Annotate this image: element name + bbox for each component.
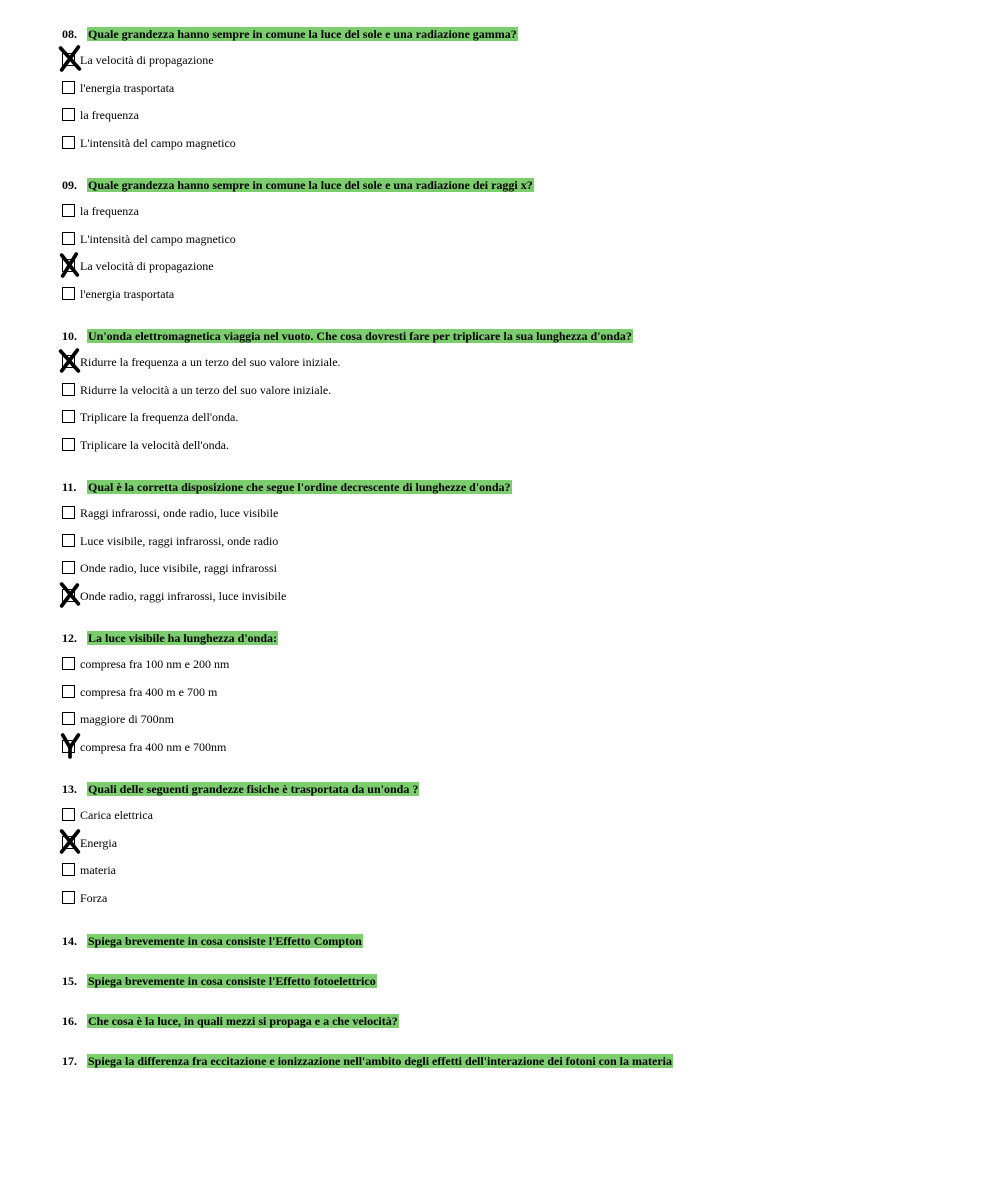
checkbox[interactable] — [62, 506, 75, 519]
option-label: materia — [80, 863, 116, 878]
checkbox[interactable] — [62, 891, 75, 904]
checkbox[interactable] — [62, 534, 75, 547]
check-mark-icon — [58, 733, 82, 759]
option-label: l'energia trasportata — [80, 80, 175, 95]
question-number: 08. — [62, 27, 77, 41]
question-number: 12. — [62, 631, 77, 645]
question-heading — [62, 26, 518, 42]
option-label: L'intensità del campo magnetico — [80, 136, 236, 151]
question-heading — [62, 1013, 399, 1029]
option-label: Onde radio, raggi infrarossi, luce invisibile — [80, 589, 287, 604]
option-label: la frequenza — [80, 204, 139, 218]
option-label: La velocità di propagazione — [80, 259, 214, 274]
checkbox[interactable] — [62, 863, 75, 876]
option-label: La velocità di propagazione — [80, 53, 214, 67]
option-label: Luce visibile, raggi infrarossi, onde radio — [80, 533, 279, 548]
question-text: Quale grandezza hanno sempre in comune la luce del sole e una radiazione dei raggi x? — [88, 178, 533, 192]
option-label: Raggi infrarossi, onde radio, luce visibile — [80, 506, 279, 520]
check-mark-icon — [58, 829, 82, 855]
option-label: compresa fra 400 nm e 700nm — [80, 740, 227, 755]
option-label: Ridurre la frequenza a un terzo del suo valore iniziale. — [80, 355, 341, 369]
check-mark-icon — [58, 252, 82, 278]
question-text: Un'onda elettromagnetica viaggia nel vuoto. Che cosa dovresti fare per triplicare la sua lunghezza d'onda? — [88, 329, 632, 343]
option-label: compresa fra 100 nm e 200 nm — [80, 657, 230, 671]
checkbox[interactable] — [62, 136, 75, 149]
question-number: 14. — [62, 934, 77, 948]
option-label: L'intensità del campo magnetico — [80, 231, 236, 246]
question-text: Spiega brevemente in cosa consiste l'Effetto fotoelettrico — [88, 974, 376, 988]
checkbox[interactable] — [62, 712, 75, 725]
checkbox[interactable] — [62, 808, 75, 821]
question-text: Che cosa è la luce, in quali mezzi si propaga e a che velocità? — [88, 1014, 398, 1028]
question-number: 11. — [62, 480, 77, 494]
checkbox[interactable] — [62, 657, 75, 670]
checkbox[interactable] — [62, 383, 75, 396]
option-label: compresa fra 400 m e 700 m — [80, 684, 218, 699]
option-label: Ridurre la velocità a un terzo del suo valore iniziale. — [80, 382, 332, 397]
checkbox[interactable] — [62, 108, 75, 121]
question-text: Quale grandezza hanno sempre in comune la luce del sole e una radiazione gamma? — [88, 27, 517, 41]
question-heading — [62, 973, 377, 989]
question-text: Qual è la corretta disposizione che segue l'ordine decrescente di lunghezze d'onda? — [88, 480, 511, 494]
option-label: la frequenza — [80, 108, 139, 123]
question-text: Quali delle seguenti grandezze fisiche è trasportata da un'onda ? — [88, 782, 419, 796]
check-mark-icon — [58, 582, 82, 608]
question-text: Spiega la differenza fra eccitazione e ionizzazione nell'ambito degli effetti dell'interazione dei fotoni con la materia — [88, 1054, 672, 1068]
question-heading — [62, 781, 419, 797]
checkbox[interactable] — [62, 685, 75, 698]
check-mark-icon — [58, 348, 82, 374]
option-label: l'energia trasportata — [80, 287, 175, 302]
question-text: Spiega brevemente in cosa consiste l'Effetto Compton — [88, 934, 362, 948]
question-heading — [62, 630, 278, 646]
checkbox[interactable] — [62, 438, 75, 451]
option-label: Triplicare la velocità dell'onda. — [80, 438, 230, 453]
checkbox[interactable] — [62, 204, 75, 217]
question-number: 09. — [62, 178, 77, 192]
option-label: Energia — [80, 835, 118, 850]
question-text: La luce visibile ha lunghezza d'onda: — [88, 631, 278, 645]
option-label: Carica elettrica — [80, 808, 153, 822]
question-number: 16. — [62, 1014, 77, 1028]
question-number: 15. — [62, 974, 77, 988]
checkbox[interactable] — [62, 232, 75, 245]
checkbox[interactable] — [62, 410, 75, 423]
option-label: Onde radio, luce visibile, raggi infrarossi — [80, 561, 277, 576]
checkbox[interactable] — [62, 81, 75, 94]
option-label: Triplicare la frequenza dell'onda. — [80, 410, 239, 425]
question-heading — [62, 933, 363, 949]
question-number: 13. — [62, 782, 77, 796]
question-heading — [62, 1053, 673, 1069]
question-heading — [62, 328, 633, 344]
checkbox[interactable] — [62, 561, 75, 574]
question-number: 17. — [62, 1054, 77, 1068]
option-label: Forza — [80, 891, 108, 906]
question-number: 10. — [62, 329, 77, 343]
check-mark-icon — [58, 46, 82, 72]
option-label: maggiore di 700nm — [80, 712, 174, 727]
checkbox[interactable] — [62, 287, 75, 300]
question-heading — [62, 177, 534, 193]
question-heading — [62, 479, 512, 495]
